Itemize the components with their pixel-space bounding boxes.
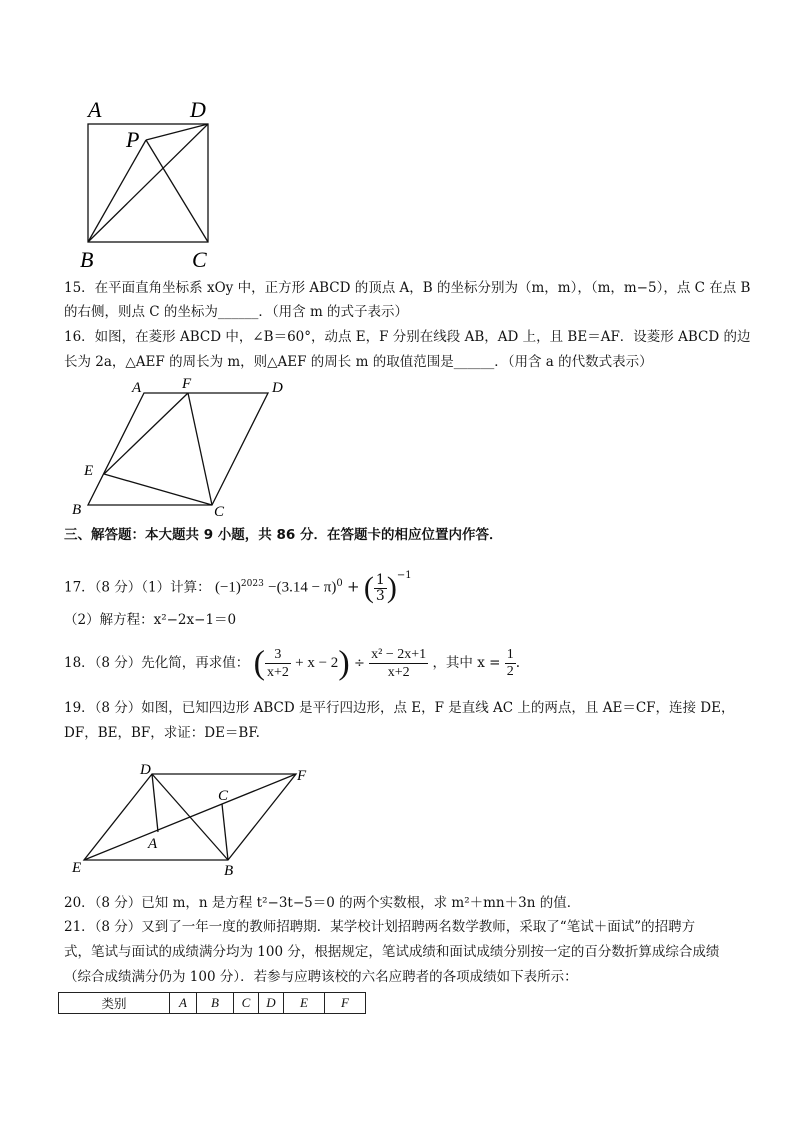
q17-fraction: [374, 573, 387, 604]
rhombus-outline: [88, 393, 268, 505]
segment-da: [152, 774, 158, 832]
segment-fc: [188, 393, 212, 505]
segment-ef: [104, 393, 188, 474]
label-b: B: [72, 502, 82, 518]
figure-parallelogram: [70, 760, 320, 880]
q16-line2: 长为 2a，△AEF 的周长为 m，则△AEF 的周长 m 的取值范围是______．（用含 a 的代数式表示）: [64, 354, 653, 370]
q17-frac-den: 3: [375, 587, 385, 604]
label-c: C: [218, 788, 229, 804]
section-heading: 三、解答题：本大题共 9 小题，共 86 分．在答题卡的相应位置内作答．: [64, 527, 503, 543]
q18-f2-den: x+2: [387, 665, 410, 680]
q17-term2-exp: 0: [336, 578, 343, 589]
table-header-cell: E: [284, 993, 325, 1014]
q17-part2: （2）解方程：x²−2x−1＝0: [64, 612, 237, 628]
scores-table: [58, 992, 366, 1014]
q18: 18．（8 分）先化简，再求值： ( $\frac{3}{x+2}$ + x − 2) ÷ $\frac{\text{x² − 2x+1}}{x+2}$ ，其中 x = $\frac{1}{2}$ .: [64, 644, 521, 682]
segment-ec: [104, 474, 212, 505]
q18-xvalue: [505, 647, 516, 680]
q21-line3: （综合成绩满分仍为 100 分）．若参与应聘该校的六名应聘者的各项成绩如下表所示：: [64, 969, 578, 985]
table-header-cell: D: [259, 993, 284, 1014]
q15-line2: 的右侧，则点 C 的坐标为______．（用含 m 的式子表示）: [64, 304, 409, 320]
q18-suffix: ，其中 x =: [432, 655, 501, 671]
table-header-cell: C: [234, 993, 259, 1014]
segment-cb: [222, 804, 228, 860]
label-e: E: [72, 860, 82, 876]
q15-line1: 15．在平面直角坐标系 xOy 中，正方形 ABCD 的顶点 A，B 的坐标分别为（m，m），（m，m−5），点 C 在点 B: [64, 280, 751, 296]
q16-line1: 16．如图，在菱形 ABCD 中，∠B＝60°，动点 E，F 分别在线段 AB，AD 上，且 BE＝AF．设菱形 ABCD 的边: [64, 329, 751, 345]
q18-div: ÷: [353, 656, 365, 671]
q18-fraction1: [265, 646, 291, 681]
q17-term2: −(3.14 − π): [268, 579, 337, 596]
label-d: D: [140, 762, 151, 778]
label-f: F: [297, 768, 307, 784]
segment-pb: [88, 140, 146, 242]
q18-fraction2: [369, 646, 428, 681]
q17-term4-exp: −1: [396, 570, 412, 581]
q18-mid: + x − 2: [295, 655, 339, 671]
q18-f1-den: x+2: [266, 665, 289, 680]
q18-xv-num: 1: [506, 647, 514, 662]
label-p: P: [126, 127, 140, 152]
q18-prefix: 18．（8 分）先化简，再求值：: [64, 655, 250, 671]
label-b: B: [80, 247, 94, 272]
label-f: F: [182, 376, 192, 392]
segment-db: [152, 774, 228, 860]
table-header-cell: 类别: [59, 993, 170, 1014]
label-d: D: [190, 97, 206, 122]
q20: 20．（8 分）已知 m，n 是方程 t²−3t−5＝0 的两个实数根，求 m²＋mn＋3n 的值．: [64, 895, 581, 911]
label-a: A: [88, 97, 102, 122]
q18-f1-num: 3: [265, 646, 291, 664]
figure-square-abcd: [80, 95, 220, 275]
q21-line1: 21．（8 分）又到了一年一度的教师招聘期．某学校计划招聘两名数学教师，采取了“笔试＋面试”的招聘方: [64, 919, 696, 935]
q17-frac-num: 1: [375, 571, 385, 588]
q18-xv-den: 2: [506, 664, 514, 679]
segment-bd: [88, 124, 208, 242]
table-header-cell: F: [325, 993, 366, 1014]
label-c: C: [192, 247, 207, 272]
table-header-cell: A: [170, 993, 197, 1014]
q17-plus: +: [347, 577, 360, 596]
q18-f2-num: x² − 2x+1: [371, 647, 427, 662]
q17-term1: (−1): [214, 579, 241, 596]
segment-pd: [146, 124, 208, 140]
q19-line2: DF，BE，BF，求证：DE＝BF.: [64, 725, 260, 741]
q19-line1: 19．（8 分）如图，已知四边形 ABCD 是平行四边形，点 E，F 是直线 AC 上的两点，且 AE＝CF，连接 DE，: [64, 700, 735, 716]
label-d: D: [272, 380, 283, 396]
table-header-row: [59, 993, 366, 1014]
q21-line2: 式，笔试与面试的成绩满分均为 100 分，根据规定，笔试成绩和面试成绩分别按一定的百分数折算成综合成绩: [64, 944, 720, 960]
label-c: C: [214, 504, 225, 520]
label-b: B: [224, 863, 234, 879]
figure-rhombus-abcd: [66, 372, 296, 520]
q18-end: .: [515, 655, 521, 671]
label-a: A: [132, 380, 142, 396]
label-e: E: [84, 463, 94, 479]
q17-part1: 17．（8 分）（1）计算： $(-1)^{2023} -(3.14 - \pi)^0$ + ( $\frac{1}{3}$ )$^{-1}$: [64, 570, 412, 604]
label-a: A: [148, 836, 158, 852]
table-header-cell: B: [197, 993, 234, 1014]
q17-term1-exp: 2023: [240, 579, 264, 589]
q17-prefix: 17．（8 分）（1）计算：: [64, 579, 211, 596]
